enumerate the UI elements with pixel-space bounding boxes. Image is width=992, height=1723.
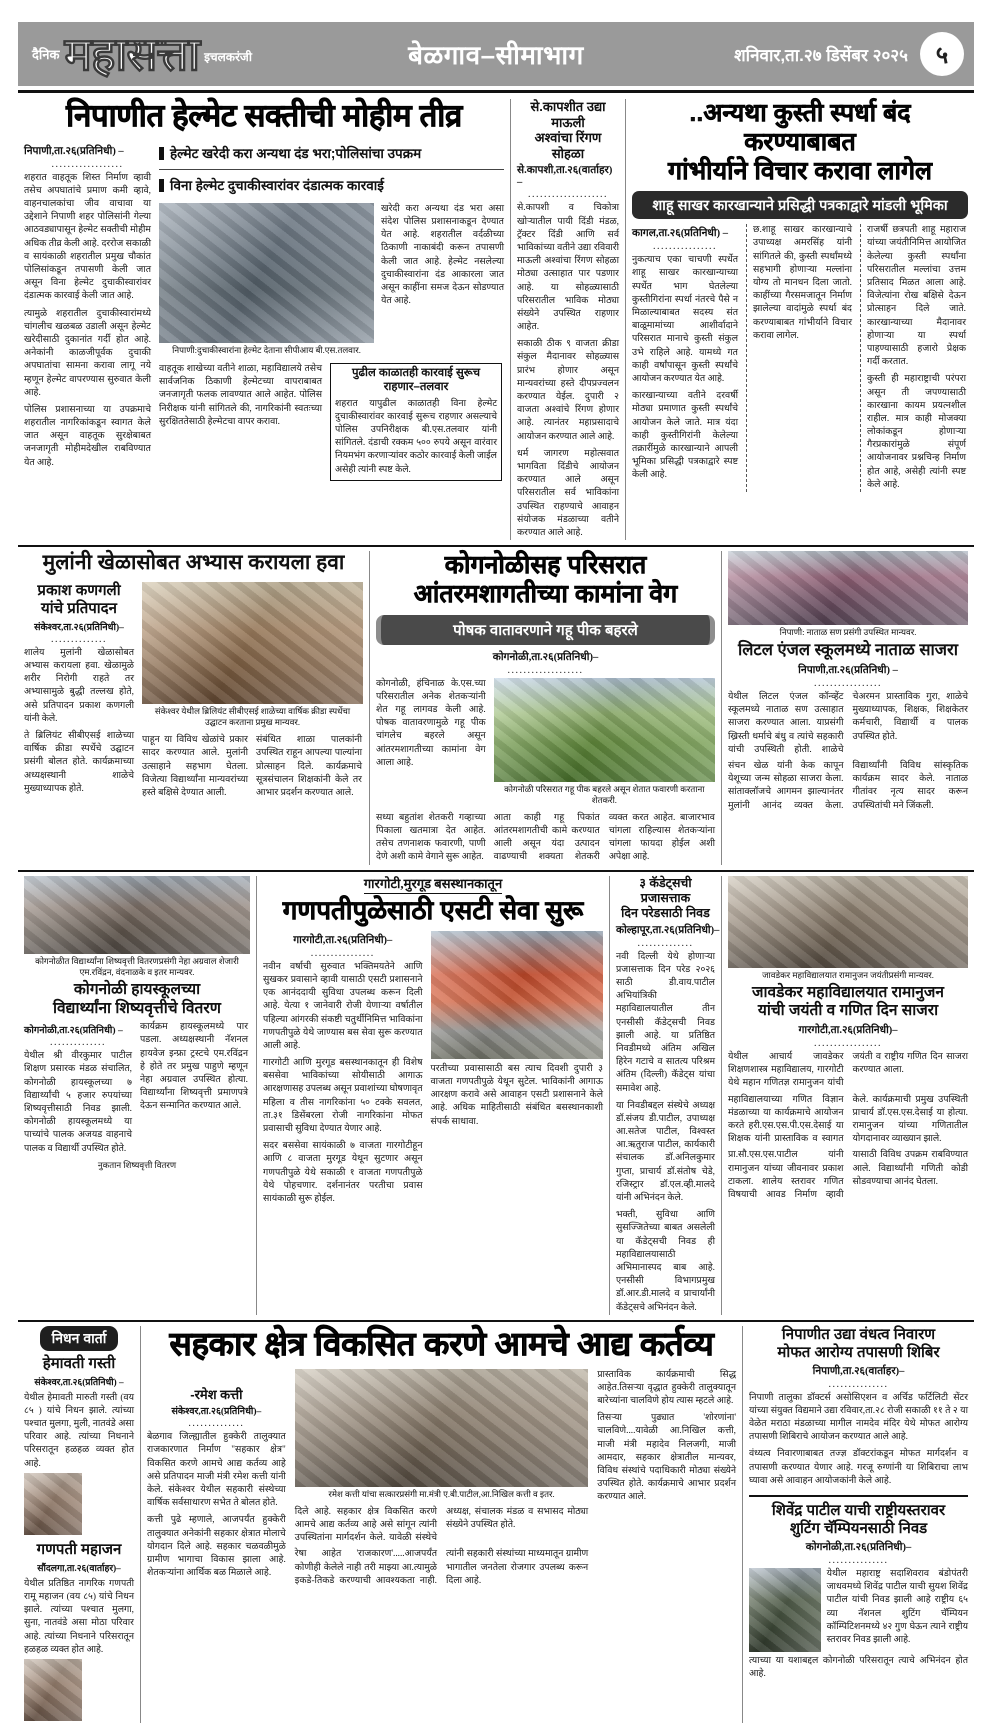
shooting-headline-2: शुटिंग चॅम्पियनसाठी निवड <box>789 1520 928 1538</box>
ashwa-byline: से.कापशी,ता.२६(वार्ताहर) – <box>517 165 613 189</box>
shooting-byline: कोगनोळी,ता.२६(प्रतिनिधी)– <box>805 1542 912 1554</box>
obit-2-photo <box>24 1659 82 1721</box>
story-mulani <box>18 551 369 865</box>
bullet-divider <box>159 169 504 170</box>
mulani-byline: संकेश्वर,ता.२६(प्रतिनिधी)– <box>34 622 124 633</box>
ncc-body-1: नवी दिल्ली येथे होणाऱ्या प्रजासत्ताक दिन परेड २०२६ साठी डी.वाय.पाटील अभियांत्रिकी महाविद्यालयातील तीन एनसीसी कॅडेट्सची निवड झाली आहे. या प्रतिष्ठित निवडीमध्ये अंतिम अखिल हिरेन गटाचे व सातत्य परिश्रम अंतिम (दिल्ली) कॅडेट्स यांचा समावेश आहे. <box>616 951 715 1094</box>
obit-1-photo <box>24 1473 82 1535</box>
story-shibir <box>749 1326 968 1488</box>
ashwa-headline-2: अश्वांचा रिंगण सोहळा <box>534 130 602 161</box>
lead-bullet-1-text: हेल्मेट खरेदी करा अन्यथा दंड भरा;पोलिसांचा उपक्रम <box>170 145 422 161</box>
natal-body-1: येथील लिटल एंजल कॉन्व्हेंट स्कूलमध्ये नाताळ सण उत्साहात साजरा करण्यात आला. याप्रसंगी ख्रिस्ती धर्माचे बंधु व त्यांचे सहकारी यांची उपस्थिती होती. शाळेचे चेअरमन प्रास्ताविक गुरा, शाळेचे मुख्याध्यापक, शिक्षक, शिक्षकेतर कर्मचारी, विद्यार्थी व पालक उपस्थित होते. <box>728 692 968 755</box>
st-body-1: नवीन वर्षाची सुरुवात भक्तिमयतेने आणि सुखकर प्रवासाने व्हावी यासाठी एसटी प्रशासनाने एक आनंददायी सुविधा उपलब्ध करून दिली आहे. येत्या १ जानेवारी रोजी येणाऱ्या वर्षातील पहिल्या आंगरकी संकष्टी चतुर्थीनिमित्त भाविकांना गणपतीपुळे येथे जाण्यास बस सेवा सुरू करण्यात आली आहे. <box>263 961 423 1051</box>
ramanujan-body-2: महाविद्यालयाच्या गणित विज्ञान मंडळाच्या या कार्यक्रमाचे आयोजन करते हरी.एस.एस.पी.एस.देसाई या शिक्षक यांनी प्रास्ताविक व स्वागत केले. कार्यक्रमाची प्रमुख उपस्थिती प्राचार्य डॉ.एस.एस.देसाई या होत्या. रामानुजन यांच्या गणितातील योगदानावर व्याख्यान झाले. <box>728 1094 968 1145</box>
kognoli-body-3: आता काही गहू पिकांत आंतरमशागतीची कामे करण्यात आली असून यंदा उत्पादन वाढण्याची शक्यता शेतकरी व्यक्त करत आहेत. बाजारभाव चांगला राहिल्यास शेतकऱ्यांना चांगला फायदा होईल अशी अपेक्षा आहे. <box>493 812 715 863</box>
mulani-sub-2: यांचे प्रतिपादन <box>41 599 117 617</box>
natal-photo-caption: निपाणी: नाताळ सण प्रसंगी उपस्थित मान्यवर. <box>779 627 917 638</box>
st-headline: गणपतीपुळेसाठी एसटी सेवा सुरू <box>282 894 584 925</box>
band-bottom <box>18 1326 974 1723</box>
band-divider-2 <box>18 870 974 872</box>
shibir-headline-2: मोफत आरोग्य तपासणी शिबिर <box>777 1343 940 1361</box>
ncc-byline: कोल्हापूर,ता.२६(प्रतिनिधी)– <box>616 924 720 936</box>
st-body-2: गारगोटी आणि मुरगूड बसस्थानकातून ही विशेष बससेवा भाविकांच्या सोयीसाठी आगाऊ आरक्षणासह उपलब्ध असून प्रवाशांच्या घोषणावृत महिला व तीस नागरिकांना ५० टक्के सवलत, ता.३१ डिसेंबरला रोजी नागरिकांना मोफत प्रवासाची सुविधा देण्यात येणार आहे. <box>263 1058 423 1135</box>
ramanujan-body-1: येथील आचार्य जावडेकर शिक्षणशास्त्र महाविद्यालय, गारगोटी येथे महान गणितज्ञ रामानुजन यांची जयंती व राष्ट्रीय गणित दिन साजरा करण्यात आला. <box>728 1052 968 1089</box>
mulani-photo <box>142 582 363 704</box>
ashwa-body-1: से.कापशी व चिकोत्रा खोऱ्यातील पायी दिंडी मंडळ, ट्रॅक्टर दिंडी आणि सर्व भाविकांच्या वतीने उद्या रविवारी माऊली अश्वांचा रिंगण सोहळा मोठ्या उत्साहात पार पडणार आहे. या सोहळ्यासाठी परिसरातील भाविक मोठ्या संख्येने उपस्थित राहणार आहेत. <box>517 203 619 333</box>
masthead-page-number: ५ <box>920 32 964 76</box>
kusti-body-4: राजर्षी छत्रपती शाहू महाराज यांच्या जयंतीनिमित्त आयोजित केलेल्या कुस्ती स्पर्धांना परिसरातील मल्लांचा उत्तम प्रतिसाद मिळत आला आहे. विजेत्यांना रोख बक्षिसे देऊन प्रोत्साहन दिले जाते. कारखान्याच्या मैदानावर होणाऱ्या या स्पर्धा पाहण्यासाठी हजारो प्रेक्षक गर्दी करतात. <box>867 225 966 368</box>
natal-photo <box>728 551 968 625</box>
vidyarthi-photo <box>24 876 250 954</box>
lead-body-mid-2: वाहतूक शाखेच्या वतीने शाळा, महाविद्यालये तसेच सार्वजनिक ठिकाणी हेल्मेटच्या वापराबाबत जनजागृती फलक लावण्यात आले आहेत. पोलिस निरीक्षक यांनी सांगितले की, नागरिकांनी स्वतःच्या सुरक्षिततेसाठी हेल्मेटचा वापर करावा. <box>159 363 322 427</box>
byline-dots: ................. <box>814 678 882 690</box>
story-natal <box>721 551 974 865</box>
obit-2-name: गणपती महाजन <box>36 1540 122 1558</box>
sahakar-body-6: तिसऱ्या पुढ्यात 'शोरणांना' चालविणे....यावेळी आ.निखिल कत्ती, माजी मंत्री महादेव निलजगी, माजी आमदार, सहकार क्षेत्रातील मान्यवर, विविध संस्थांचे पदाधिकारी मोठ्या संख्येने उपस्थित होते. कार्यक्रमाचे आभार प्रदर्शन करण्यात आले. <box>597 1413 736 1503</box>
kusti-body-3: छ.शाहू साखर कारखान्याचे उपाध्यक्ष अमरसिंह यांनी सांगितले की, कुस्ती स्पर्धांमध्ये सहभागी होणाऱ्या मल्लांना योग्य तो मानधन दिला जातो. काहींच्या गैरसमजातून निर्माण झालेल्या वादांमुळे स्पर्धा बंद करण्याबाबत गांभीर्याने विचार करावा लागेल. <box>753 225 852 341</box>
ncc-headline-2: दिन परेडसाठी निवड <box>621 905 710 920</box>
shooting-body-2: त्याच्या या यशाबद्दल कोगनोळी परिसरातून त्याचे अभिनंदन होत आहे. <box>749 1656 968 1680</box>
byline-dots: .............. <box>637 937 694 949</box>
sahakar-body-5: रेषा आहेत 'राजकारण'.....आजपर्यंत कोणीही केलेले नाही तरी माझ्या आ.त्यामुळे इकडे-तिकडे करण्याची आवश्यकता नाही. त्यांनी सहकारी संस्थांच्या माध्यमातून ग्रामीण भागातील जनतेला रोजगार उपलब्ध करून दिला आहे. <box>294 1549 589 1586</box>
lead-headline: निपाणीत हेल्मेट सक्तीची मोहीम तीव्र <box>66 98 462 133</box>
sahakar-photo <box>295 1369 588 1487</box>
mulani-body-2: ते ब्रिलियंट सीबीएसई शाळेच्या वार्षिक क्रीडा स्पर्धेचे उद्घाटन प्रसंगी बोलत होते. कार्यक्रमाच्या अध्यक्षस्थानी शाळेचे मुख्याध्यापक होते. <box>24 730 134 794</box>
obit-1-body: येथील हेमावती मारुती गस्ती (वय ८५ ) यांचे निधन झाले. त्यांच्या पश्चात मुलगा, मुली, नातवंडे असा परिवार आहे. त्यांच्या निधनाने परिसरातून हळहळ व्यक्त होत आहे. <box>24 1392 134 1469</box>
sahakar-body-2: कत्ती पुढे म्हणाले, आजपर्यंत हुक्केरी तालुक्यात अनेकांनी सहकार क्षेत्रात मोलाचे योगदान दिले आहे. सहकार चळवळीमुळे ग्रामीण भागाचा विकास झाला आहे. शेतकऱ्यांना आर्थिक बळ मिळाले आहे. <box>147 1515 286 1579</box>
ramanujan-headline-1: जावडेकर महाविद्यालयात रामानुजन <box>752 983 944 1001</box>
sahakar-body-3: दिले आहे. सहकार क्षेत्र विकसित करणे आमचे आद्य कर्तव्य आहे असे सांगून त्यांनी उपस्थितांना मार्गदर्शन केले. यावेळी संस्थेचे अध्यक्ष, संचालक मंडळ व सभासद मोठ्या संख्येने उपस्थित होते. <box>294 1506 589 1544</box>
lead-sidebar-heading: पुढील काळातही कारवाई सुरूच राहणार–तलवार <box>351 366 481 393</box>
masthead-edition: बेळगाव–सीमाभाग <box>408 40 584 70</box>
masthead-right <box>734 32 964 76</box>
natal-body-2: संचन खेळ यांनी केक कापून येशूच्या जन्म सोहळा साजरा केला. सांताक्लॉजचे आगमन झाल्यानंतर मुलांनी आनंद व्यक्त केला. विद्यार्थ्यांनी विविध सांस्कृतिक कार्यक्रम सादर केले. नाताळ गीतांवर नृत्य सादर करून उपस्थितांची मने जिंकली. <box>728 760 968 811</box>
story-ramanujan <box>721 876 974 1315</box>
story-vidyarthi <box>18 876 256 1315</box>
lead-photo-caption: निपाणी:दुचाकीस्वारांना हेल्मेट देताना सीपीआय बी.एस.तलवार. <box>172 344 361 355</box>
byline-dots: ................ <box>653 241 717 253</box>
band-top <box>18 93 974 540</box>
band-divider-1 <box>18 545 974 547</box>
shibir-body-1: निपाणी तालुका डॉक्टर्स असोसिएशन व अर्चिड फर्टिलिटी सेंटर यांच्या संयुक्त विद्यमाने उद्या रविवार,ता.२८ रोजी सकाळी ११ ते २ या वेळेत मराठा मंडळाच्या मागील नामदेव मंदिर येथे मोफत आरोग्य तपासणी शिबिराचे आयोजन करण्यात आले आहे. <box>749 1392 968 1443</box>
st-kicker-text: गारगोटी,मुरगूड बसस्थानकातून <box>364 876 502 894</box>
shooting-body-1: येथील महाराष्ट्र सदाशिवराव बंडोपंतरी जाधवमध्ये शिवेंद्र पाटील याची सुयश शिवेंद्र पाटील यांची निवड झाली आहे राष्ट्रीय ६५ व्या नॅशनल शुटिंग चॅम्पियन कॉम्पिटिशनमध्ये ४२ गुण घेऊन त्याने राष्ट्रीय स्तरावर निवड झाली आहे. <box>826 1569 968 1645</box>
st-body-3: सदर बससेवा सायंकाळी ७ वाजता गारगोटीहून आणि ८ वाजता मुरगूड येथून सुटणार असून गणपतीपुळे येथे सकाळी १ वाजता गणपतीपुळे येथे पोहचणार. दर्शनानंतर परतीचा प्रवास सायंकाळी सुरू होईल. <box>263 1141 423 1204</box>
lead-body-2: त्यामुळे शहरातील दुचाकीस्वारांमध्ये चांगलीच खळबळ उडाली असून हेल्मेट खरेदीसाठी दुकानांत गर्दी होत आहे. अनेकांनी काळजीपूर्वक दुचाकी अपघातांचा सामना करावा लागू नये म्हणून हेल्मेट वापरण्यास सुरुवात केली आहे. <box>24 308 151 398</box>
masthead <box>18 22 974 86</box>
ramanujan-photo-caption: जावडेकर महाविद्यालयात रामानुजन जयंतीप्रसंगी मान्यवर. <box>762 969 934 980</box>
ashwa-body-3: धर्म जागरण महोत्सवात भागविता दिंडीचे आयोजन करण्यात आले असून परिसरातील सर्व भाविकांना उपस्थित राहण्याचे आवाहन संयोजक मंडळाच्या वतीने करण्यात आले आहे. <box>517 448 619 538</box>
story-kognoli <box>369 551 721 865</box>
ramanujan-byline: गारगोटी,ता.२६(प्रतिनिधी)– <box>798 1025 898 1037</box>
kusti-byline: कागल,ता.२६(प्रतिनिधी) – <box>632 228 728 240</box>
lead-byline: निपाणी,ता.२६(प्रतिनिधी) – <box>24 145 124 157</box>
lead-sidebar-body: शहरात यापुढील काळातही विना हेल्मेट दुचाकीस्वारांवर कारवाई सुरूच राहणार असल्याचे पोलिस उपनिरीक्षक बी.एस.तलवार यांनी सांगितले. दंडाची रक्कम ५०० रुपये असून वारंवार नियमभंग करणाऱ्यांवर कठोर कारवाई केली जाईल असेही त्यांनी स्पष्ट केले. <box>335 398 497 475</box>
vidyarthi-headline-1: कोगनोळी हायस्कूलच्या <box>73 981 201 998</box>
kognoli-body-1: कोगनोळी, हंचिनाळ के.एस.च्या परिसरातील अनेक शेतकऱ्यांनी शेत गहू लागवड केली आहे. पोषक वातावरणामुळे गहू पीक चांगलेच बहरले असून आंतरमशागतीच्या कामांना वेग आला आहे. <box>376 678 486 768</box>
kusti-body-2: कारखान्याच्या वतीने दरवर्षी मोठ्या प्रमाणात कुस्ती स्पर्धांचे आयोजन केले जाते. मात्र यंदा काही कुस्तीगिरांनी केलेल्या तक्रारींमुळे कारखान्याने आपली भूमिका प्रसिद्धी पत्रकाद्वारे स्पष्ट केली आहे. <box>632 391 738 481</box>
story-kusti <box>625 99 974 540</box>
lead-bullet-1 <box>159 142 504 166</box>
mulani-body-3: पाहून या विविध खेळांचे प्रकार सादर करण्यात आले. मुलांनी उत्साहाने सहभाग घेतला. विजेत्या विद्यार्थ्यांना मान्यवरांच्या हस्ते बक्षिसे देण्यात आली. <box>142 735 248 798</box>
sahakar-photo-caption: रमेश कत्ती यांचा सत्कारप्रसंगी मा.मंत्री ए.बी.पाटील,आ.निखिल कत्ती व इतर. <box>328 1488 555 1499</box>
kusti-body-1: नुकत्याच एका चाचणी स्पर्धेत शाहू साखर कारखान्याच्या स्पर्धेत भाग घेतलेल्या कुस्तीगिरांना स्पर्धा नंतरचे पैसे न मिळाल्याबाबत सदस्य संत बाळूमामांच्या आशीर्वादाने परिसरात मानाचे कुस्ती संकुल उभे राहिले आहे. यामध्ये गत काही वर्षांपासून कुस्ती स्पर्धांचे आयोजन करण्यात येत आहे. <box>632 255 738 384</box>
lead-body-1: शहरात वाहतूक शिस्त निर्माण व्हावी तसेच अपघातांचे प्रमाण कमी व्हावे, वाहनचालकांचा जीव वाचावा या उद्देशाने निपाणी शहर पोलिसांनी गेल्या आठवड्यापासून हेल्मेट सक्तीची मोहीम अधिक तीव्र केली आहे. दररोज सकाळी व सायंकाळी शहरातील प्रमुख चौकांत पोलिसांकडून तपासणी केली जात असून विना हेल्मेट दुचाकीस्वारांवर दंडात्मक कारवाई केली जात आहे. <box>24 172 151 302</box>
byline-dots: .............. <box>51 633 107 645</box>
shibir-headline-1: निपाणीत उद्या वंधत्व निवारण <box>781 1325 936 1343</box>
mulani-sub-1: प्रकाश कणगली <box>37 581 121 599</box>
byline-dots: .............. <box>50 1037 106 1049</box>
vidyarthi-photo-caption: कोगनोळीत विद्यार्थ्यांना शिष्यवृत्ती वितरणप्रसंगी नेहा अग्रवाल शेजारी एम.रविंद्रन, वंदनाळके व इतर मान्यवर. <box>35 955 239 977</box>
shooting-headline-1: शिवेंद्र पाटील याची राष्ट्रीयस्तरावर <box>771 1502 946 1520</box>
story-shooting <box>749 1502 968 1681</box>
right-rail-divider <box>749 1495 968 1497</box>
lead-sidebar-box <box>330 363 502 481</box>
vidyarthi-headline-2: विद्यार्थ्यांना शिष्यवृत्तीचे वितरण <box>53 999 221 1017</box>
kognoli-photo-caption: कोगनोळी परिसरात गहू पीक बहरले असून शेतात फवारणी करताना शेतकरी. <box>504 783 705 805</box>
mulani-photo-caption: संकेश्वर येथील ब्रिलियंट सीबीएसई शाळेच्या वार्षिक क्रीडा स्पर्धेचा उद्घाटन करताना प्रमुख मान्यवर. <box>154 705 351 727</box>
story-st <box>256 876 609 1315</box>
sahakar-attribution: -रमेश कत्ती <box>190 1386 243 1402</box>
st-body-4: परतीच्या प्रवासासाठी बस त्याच दिवशी दुपारी ३ वाजता गणपतीपुळे येथून सुटेल. भाविकांनी आगाऊ आरक्षण करावे असे आवाहन एसटी प्रशासनाने केले आहे. अधिक माहितीसाठी संबंधित बसस्थानकाशी संपर्क साधावा. <box>430 1063 603 1127</box>
kognoli-banner: पोषक वातावरणाने गहू पीक बहरले <box>376 615 715 645</box>
lead-body-mid-1: खरेदी करा अन्यथा दंड भरा असा संदेश पोलिस प्रशासनाकडून देण्यात येत आहे. शहरातील वर्दळीच्या ठिकाणी नाकाबंदी करून तपासणी केली जात आहे. हेल्मेट नसलेल्या दुचाकीस्वारांना दंड आकारला जात असून काहींना समज देऊन सोडण्यात येत आहे. <box>381 203 504 307</box>
byline-dots: ............... <box>828 1555 889 1567</box>
story-ncc <box>609 876 721 1315</box>
lead-bullet-2 <box>159 174 504 198</box>
newspaper-page <box>0 22 992 1680</box>
kusti-headline-1: ..अन्यथा कुस्ती स्पर्धा बंद करण्याबाबत <box>689 99 911 156</box>
ramanujan-photo <box>728 876 968 968</box>
kusti-headline-2: गांभीर्याने विचार करावा लागेल <box>668 156 932 185</box>
masthead-dainik-label: दैनिक <box>32 47 60 62</box>
sahakar-headline: सहकार क्षेत्र विकसित करणे आमचे आद्य कर्तव्य <box>169 1324 714 1362</box>
byline-dots: ................ <box>310 947 375 959</box>
sahakar-body-1: बेळगाव जिल्ह्यातील हुक्केरी तालुक्यात राजकारणात निर्माण "सहकार क्षेत्र" विकसित करणे आमचे आद्य कर्तव्य आहे असे प्रतिपादन माजी मंत्री रमेश कत्ती यांनी केले. संकेश्वर येथील सहकारी संस्थेच्या वार्षिक सर्वसाधारण सभेत ते बोलत होते. <box>147 1432 286 1509</box>
band-lower <box>18 876 974 1315</box>
ramanujan-body-3: प्रा.सौ.एस.एस.पाटील यांनी रामानुजन यांच्या जीवनावर प्रकाश टाकला. शालेय स्तरावर गणित विषयाची आवड निर्माण व्हावी यासाठी विविध उपक्रम राबविण्यात आले. विद्यार्थ्यांनी गणिती कोडी सोडवण्याचा आनंद घेतला. <box>728 1150 968 1200</box>
ramanujan-headline-2: यांची जयंती व गणित दिन साजरा <box>757 1002 939 1020</box>
natal-headline: लिटल एंजल स्कूलमध्ये नाताळ साजरा <box>737 641 959 660</box>
story-ashwa <box>510 99 625 540</box>
vidyarthi-body-2: कार्यक्रम हायस्कूलमध्ये पार पडला. अध्यक्षस्थानी नॅशनल हायवेज इन्फ्रा ट्रस्टचे एम.रविंद्रन हे होते तर प्रमुख पाहुणे म्हणून नेहा अग्रवाल उपस्थित होत्या. विद्यार्थ्यांना शिष्यवृत्ती प्रमाणपत्रे देऊन सन्मानित करण्यात आले. <box>140 1022 248 1112</box>
natal-byline: निपाणी,ता.२६(प्रतिनिधी) – <box>798 665 898 677</box>
vidyarthi-footer-caption: नुकतान शिष्यवृत्ती वितरण <box>97 1159 177 1170</box>
band-middle <box>18 551 974 865</box>
obituary-banner: निधन वार्ता <box>40 1326 119 1351</box>
mulani-body-4: संबंधित शाळा पालकांनी उपस्थित राहून आपल्या पाल्यांना प्रोत्साहन दिले. कार्यक्रमाचे सूत्रसंचालन शिक्षकांनी केले तर आभार प्रदर्शन करण्यात आले. <box>256 735 362 798</box>
ncc-headline-1: ३ कॅडेट्सची प्रजासत्ताक <box>639 875 692 905</box>
byline-dots: ................... <box>507 664 584 676</box>
kognoli-headline-2: आंतरमशागतीच्या कामांना वेग <box>413 579 678 608</box>
sahakar-byline: संकेश्वर,ता.२६(प्रतिनिधी)– <box>171 1407 262 1418</box>
byline-dots: .............. <box>188 1418 245 1430</box>
masthead-title: महासत्ता <box>64 28 200 80</box>
obituary-column <box>18 1326 140 1723</box>
square-bullet-icon <box>159 179 164 192</box>
byline-dots: ............... <box>828 1378 889 1390</box>
masthead-date: शनिवार,ता.२७ डिसेंबर २०२५ <box>734 45 908 65</box>
shooting-photo <box>749 1568 821 1652</box>
st-photo <box>431 931 603 1059</box>
kognoli-body-2: सध्या बहुतांश शेतकरी गव्हाच्या पिकाला खतमात्रा देत आहेत. तसेच तणनाशक फवारणी, पाणी देणे अशी कामे वेगाने सुरू आहेत. <box>376 812 486 863</box>
obit-2-byline: सौंदलगा,ता.२६(वार्ताहर)– <box>37 1562 121 1573</box>
obit-2-body: येथील प्रतिष्ठित नागरिक गणपती रामू महाजन (वय ८५) यांचे निधन झाले. त्यांच्या पश्चात मुलगा, सुना, नातवंडे असा मोठा परिवार आहे. त्यांच्या निधनाने परिसरातून हळहळ व्यक्त होत आहे. <box>24 1578 134 1655</box>
vidyarthi-body-1: येथील श्री वीरकुमार पाटील शिक्षण प्रसारक मंडळ संचालित, कोगनोळी हायस्कूलच्या ७ विद्यार्थ्यांची ५ हजार रुपयांच्या शिष्यवृत्तीसाठी निवड झाली. कोगनोळी हायस्कूलमध्ये या पाच्यांचे पालक अजयड वाहनाचे पालक व विद्यार्थी उपस्थित होते. <box>24 1051 132 1154</box>
sahakar-body-4: प्रास्ताविक कार्यक्रमाची सिद्ध आहेत.तिसऱ्या वृद्धात हुक्केरी तालुक्यातून बारेच्यांना चालविणे होय त्यास म्हटले आहे. <box>597 1369 736 1407</box>
kognoli-headline-1: कोगनोळीसह परिसरात <box>444 551 647 580</box>
obit-1-byline: संकेश्वर,ता.२६(प्रतिनिधी) – <box>34 1376 124 1387</box>
kognoli-photo <box>494 678 715 782</box>
byline-dots: ................. <box>814 1038 882 1050</box>
masthead-city: इचलकरंजी <box>204 50 252 64</box>
st-byline: गारगोटी,ता.२६(प्रतिनिधी)– <box>293 934 393 946</box>
lead-body-3: पोलिस प्रशासनाच्या या उपक्रमाचे शहरातील नागरिकांकडून स्वागत केले जात असून वाहतूक सुरक्षेबाबत जनजागृती मोहीमदेखील राबविण्यात येत आहे. <box>24 404 151 468</box>
square-bullet-icon <box>159 147 164 160</box>
story-sahakar <box>140 1326 742 1723</box>
byline-dots: .................... <box>528 189 608 201</box>
kognoli-byline: कोगनोळी,ता.२६(प्रतिनिधी)– <box>492 651 599 663</box>
obit-1-name: हेमावती गस्ती <box>42 1354 116 1372</box>
ashwa-body-2: सकाळी ठीक ९ वाजता क्रीडा संकुल मैदानावर सोहळ्यास प्रारंभ होणार असून मान्यवरांच्या हस्ते दीपप्रज्वलन करण्यात येईल. दुपारी २ वाजता अश्वांचे रिंगण होणार आहे. त्यानंतर महाप्रसादाचे आयोजन करण्यात आले आहे. <box>517 339 619 442</box>
ncc-body-3: भक्ती, सुविधा आणि सुसज्जितेच्या बाबत असलेली या कॅडेट्सची निवड ही महाविद्यालयासाठी अभिमानास्पद बाब आहे. एनसीसी विभागप्रमुख डॉ.आर.डी.मालदे व प्राचार्यांनी कॅडेट्सचे अभिनंदन केले. <box>616 1210 715 1313</box>
mulani-body-1: शालेय मुलांनी खेळासोबत अभ्यास करायला हवा. खेळामुळे शरीर निरोगी राहते तर अभ्यासामुळे बुद्धी तल्लख होते, असे प्रतिपादन प्रकाश कणगली यांनी केले. <box>24 647 134 724</box>
lead-story <box>18 99 510 540</box>
shibir-byline: निपाणी,ता.२६(वार्ताहर)– <box>812 1365 905 1377</box>
mulani-headline: मुलांनी खेळासोबत अभ्यास करायला हवा <box>42 551 345 575</box>
lead-photo <box>159 203 374 343</box>
right-rail-bottom <box>742 1326 974 1723</box>
kusti-banner: शाहू साखर कारखान्याने प्रसिद्धी पत्रकाद्वारे मांडली भूमिका <box>632 191 968 219</box>
lead-bullet-2-text: विना हेल्मेट दुचाकीस्वारांवर दंडात्मक कारवाई <box>170 178 384 194</box>
st-kicker <box>263 876 603 894</box>
kusti-body-5: कुस्ती ही महाराष्ट्राची परंपरा असून ती जपण्यासाठी कारखाना कायम प्रयत्नशील राहील. मात्र काही मोजक्या लोकांकडून होणाऱ्या गैरप्रकारांमुळे संपूर्ण आयोजनावर प्रश्नचिन्ह निर्माण होत आहे, असेही त्यांनी स्पष्ट केले आहे. <box>867 374 966 490</box>
byline-dots: .................. <box>51 158 124 170</box>
ncc-body-2: या निवडीबद्दल संस्थेचे अध्यक्ष डॉ.संजय डी.पाटील, उपाध्यक्ष आ.सतेज पाटील, विश्वस्त आ.ऋतुराज पाटील, कार्यकारी संचालक डॉ.अनिलकुमार गुप्ता, प्राचार्य डॉ.संतोष चेडे, रजिस्ट्रार डॉ.एल.व्ही.मालदे यांनी अभिनंदन केले. <box>616 1100 715 1204</box>
band-divider-3 <box>18 1320 974 1322</box>
ashwa-headline-1: से.कापशीत उद्या माऊली <box>530 99 606 130</box>
shibir-body-2: वंध्यत्व निवारणाबाबत तज्ज्ञ डॉक्टरांकडून मोफत मार्गदर्शन व तपासणी करण्यात येणार आहे. गरजू रुग्णांनी या शिबिराचा लाभ घ्यावा असे आवाहन आयोजकांनी केले आहे. <box>749 1449 968 1486</box>
vidyarthi-byline: कोगनोळी,ता.२६(प्रतिनिधी) – <box>24 1025 123 1037</box>
